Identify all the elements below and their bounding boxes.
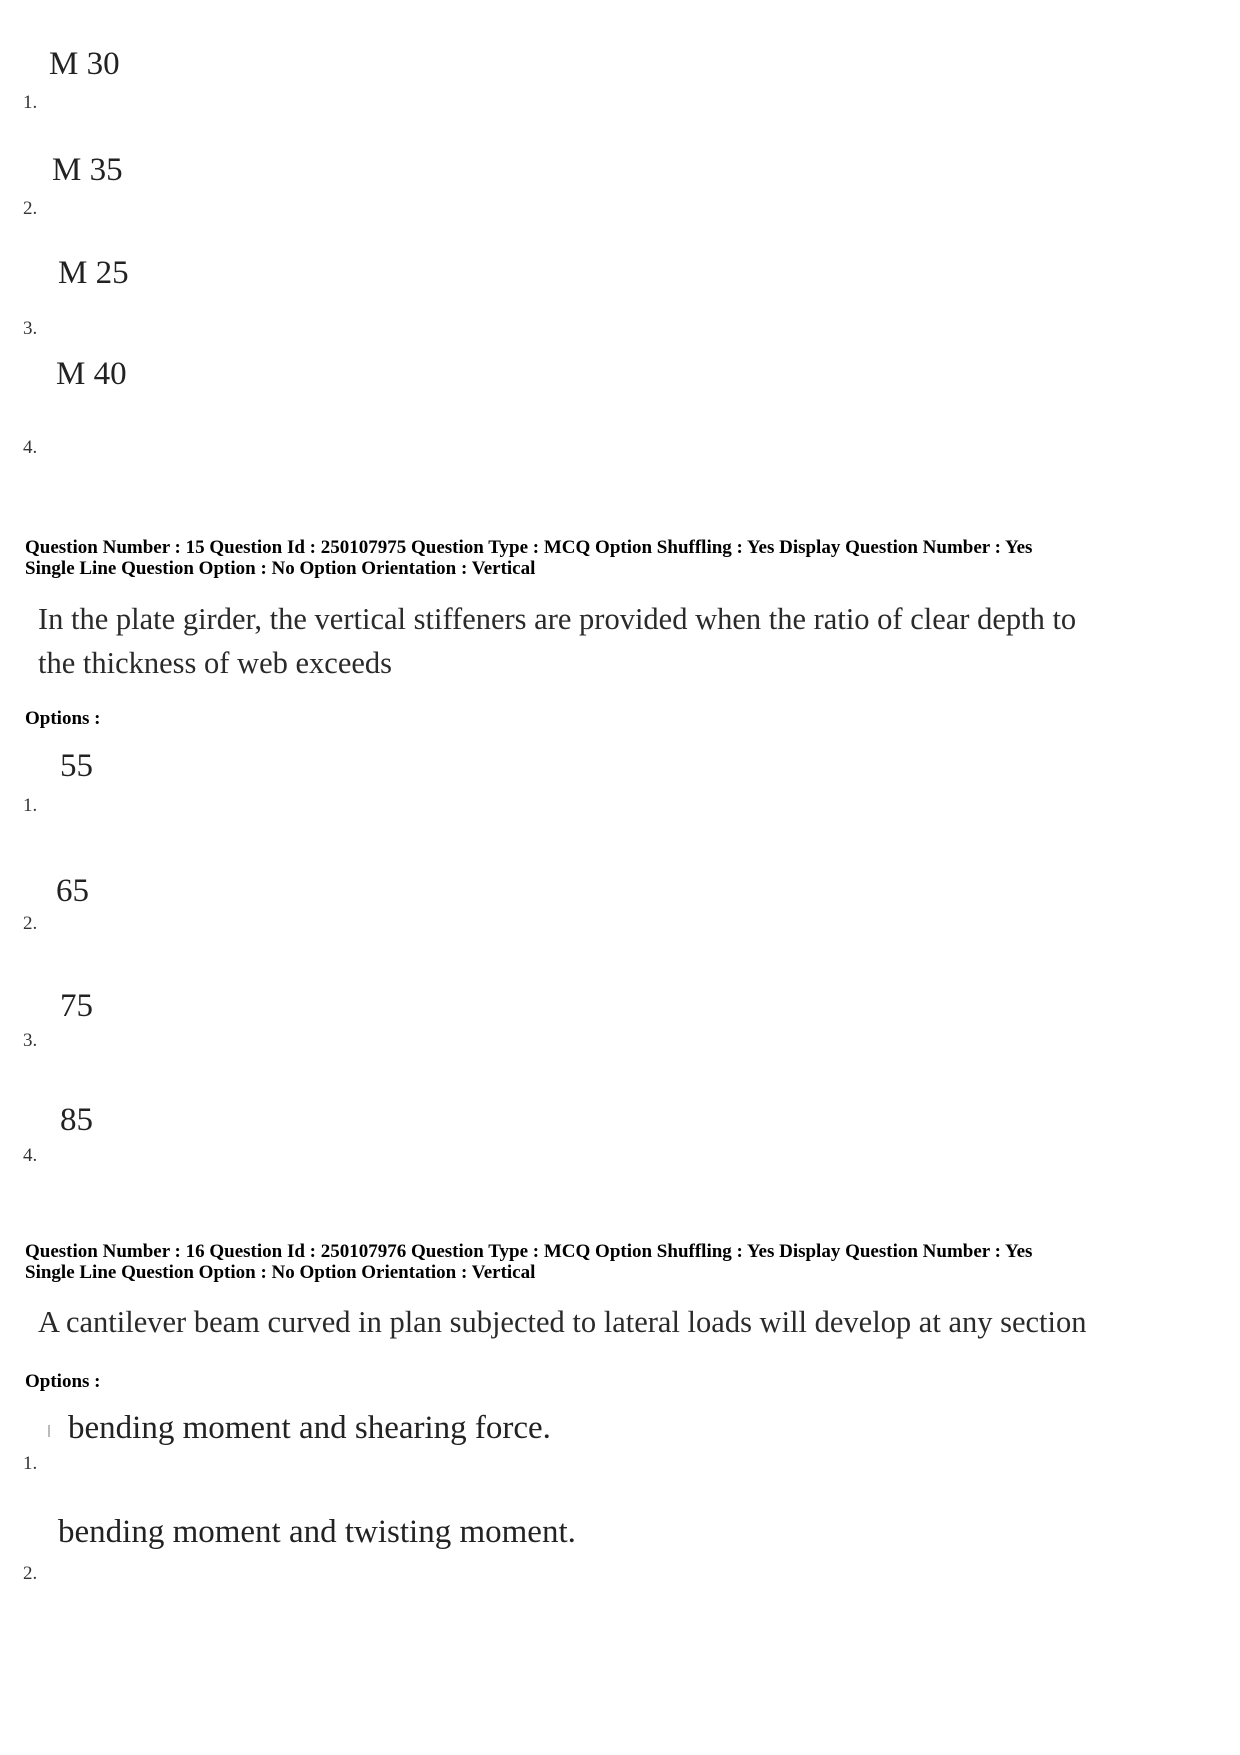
q16-options-label: Options : <box>25 1371 101 1392</box>
q15-question-text-line-2: the thickness of web exceeds <box>38 646 393 680</box>
q16-option-2-number: 2. <box>23 1563 38 1584</box>
q15-option-4-text: 85 <box>60 1102 93 1138</box>
prev-option-1-text: M 30 <box>49 46 120 82</box>
prev-option-1-number: 1. <box>23 92 38 113</box>
prev-option-3-text: M 25 <box>58 255 129 291</box>
q15-option-3-text: 75 <box>60 988 93 1024</box>
prev-option-3-number: 3. <box>23 318 38 339</box>
q16-option-1-number: 1. <box>23 1453 38 1474</box>
q15-option-1-text: 55 <box>60 748 93 784</box>
q16-option-1-text: bending moment and shearing force. <box>68 1410 551 1446</box>
prev-option-2-text: M 35 <box>52 152 123 188</box>
q15-option-3-number: 3. <box>23 1030 38 1051</box>
q15-question-text-line-1: In the plate girder, the vertical stiffeners are provided when the ratio of clear depth to <box>38 602 1077 636</box>
q16-question-text-line-1: A cantilever beam curved in plan subjected to lateral loads will develop at any section <box>38 1305 1087 1339</box>
prev-option-4-number: 4. <box>23 437 38 458</box>
prev-option-4-text: M 40 <box>56 356 127 392</box>
q16-option-2-text: bending moment and twisting moment. <box>58 1514 576 1550</box>
q15-meta-line-1: Question Number : 15 Question Id : 250107975 Question Type : MCQ Option Shuffling : Yes Display Question Number : Yes <box>25 537 1033 558</box>
q15-option-2-number: 2. <box>23 913 38 934</box>
prev-option-2-number: 2. <box>23 198 38 219</box>
q15-option-2-text: 65 <box>56 873 89 909</box>
q16-meta-line-2: Single Line Question Option : No Option Orientation : Vertical <box>25 1262 536 1283</box>
q15-option-4-number: 4. <box>23 1145 38 1166</box>
q16-meta-line-1: Question Number : 16 Question Id : 250107976 Question Type : MCQ Option Shuffling : Yes Display Question Number : Yes <box>25 1241 1033 1262</box>
q15-option-1-number: 1. <box>23 795 38 816</box>
option-mark-tick <box>48 1425 50 1437</box>
q15-options-label: Options : <box>25 708 101 729</box>
q15-meta-line-2: Single Line Question Option : No Option Orientation : Vertical <box>25 558 536 579</box>
